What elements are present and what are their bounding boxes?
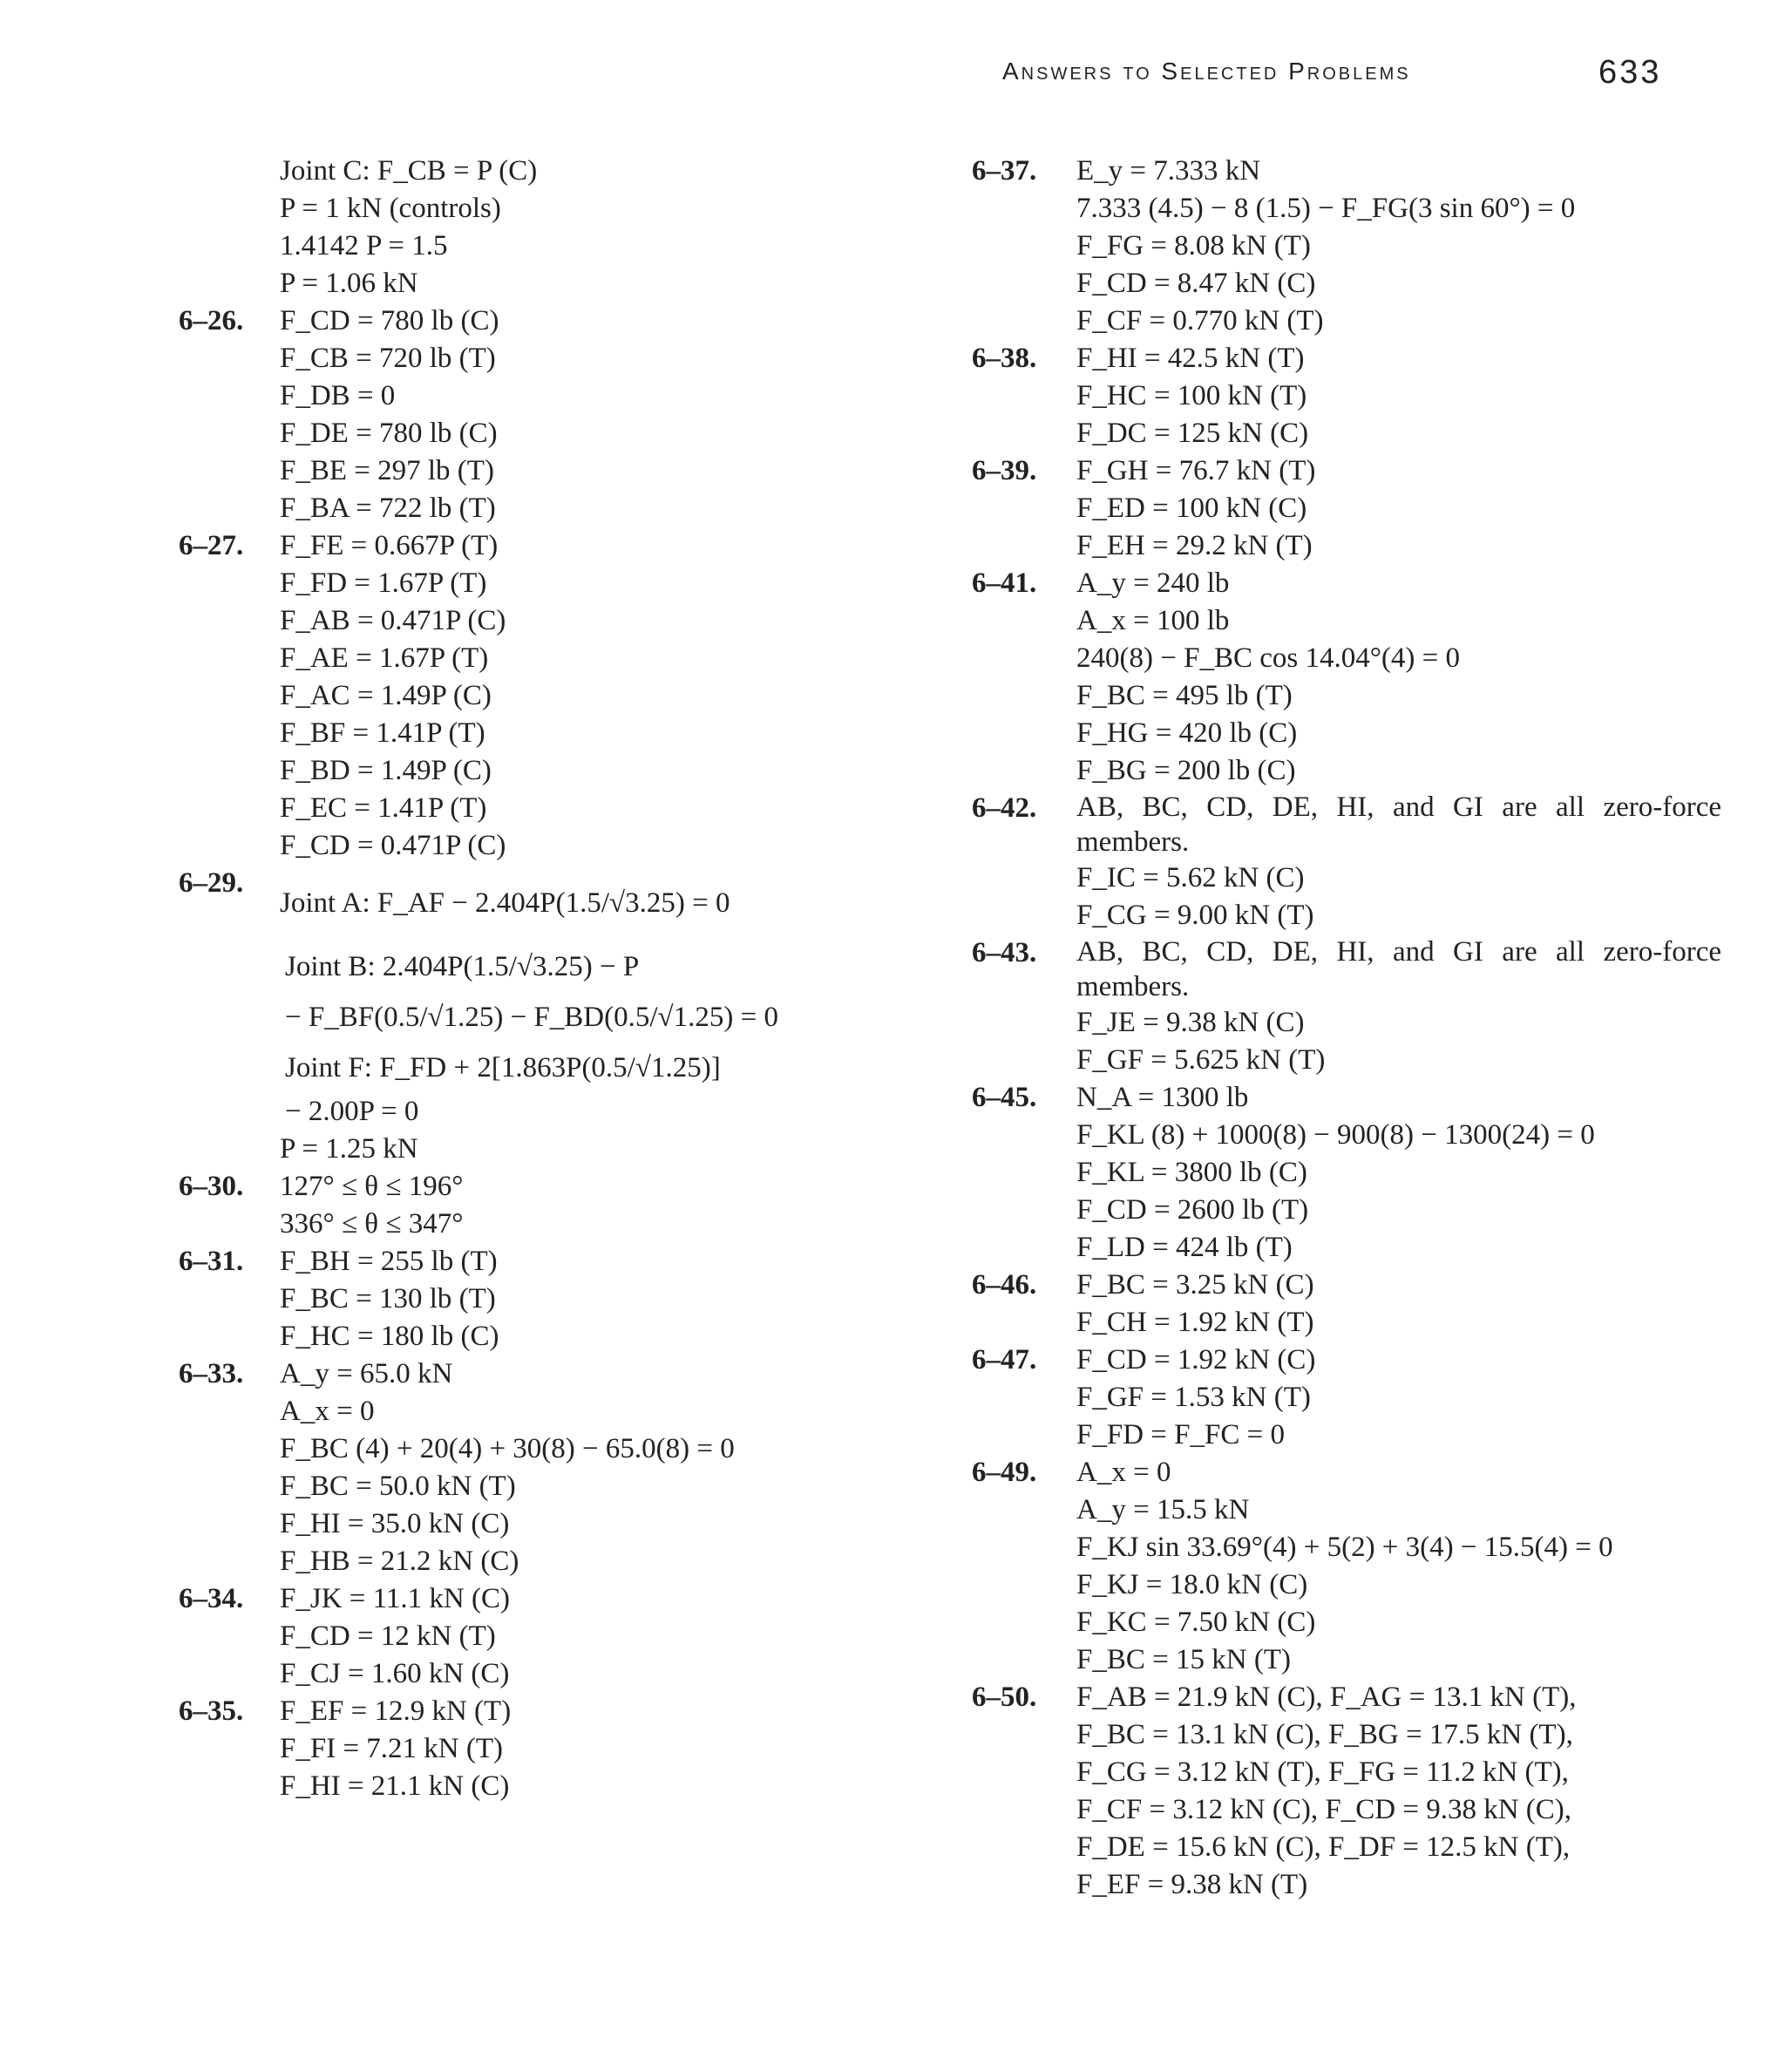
answer-line: F_HC = 100 kN (T) <box>1076 380 1307 411</box>
problem-number: 6–30. <box>179 1171 244 1202</box>
answer-line: F_JE = 9.38 kN (C) <box>1076 1007 1305 1038</box>
answer-line: F_HI = 35.0 kN (C) <box>280 1508 510 1539</box>
answer-line: F_HC = 180 lb (C) <box>280 1321 499 1352</box>
answer-line: A_y = 240 lb <box>1076 567 1230 599</box>
answer-entry <box>972 1679 1721 1904</box>
left-column <box>179 153 859 1805</box>
answer-line: N_A = 1300 lb <box>1076 1082 1249 1113</box>
answer-line: F_BH = 255 lb (T) <box>280 1246 498 1277</box>
answer-line: P = 1.25 kN <box>280 1133 418 1165</box>
answer-line: F_AB = 21.9 kN (C), F_AG = 13.1 kN (T), <box>1076 1681 1577 1713</box>
answer-entry <box>179 865 859 1168</box>
problem-number: 6–41. <box>972 567 1037 599</box>
answer-line: F_ED = 100 kN (C) <box>1076 493 1307 524</box>
answer-entry <box>179 1355 859 1580</box>
answer-line: 127° ≤ θ ≤ 196° <box>280 1171 464 1202</box>
answer-line: F_HI = 42.5 kN (T) <box>1076 343 1305 374</box>
answer-entry <box>179 153 859 302</box>
answer-entry <box>179 527 859 865</box>
answer-line: F_CJ = 1.60 kN (C) <box>280 1658 510 1689</box>
answer-line: 1.4142 P = 1.5 <box>280 230 448 262</box>
answer-line: AB, BC, CD, DE, HI, and GI are all zero-force members. <box>1076 936 1721 1002</box>
answer-line: 240(8) − F_BC cos 14.04°(4) = 0 <box>1076 642 1460 674</box>
answer-entry <box>179 1580 859 1693</box>
answer-line: P = 1 kN (controls) <box>280 193 501 224</box>
answer-line: F_CF = 0.770 kN (T) <box>1076 305 1324 336</box>
answer-entry <box>972 1454 1721 1679</box>
answer-entry <box>972 790 1721 934</box>
answer-line: F_CD = 1.92 kN (C) <box>1076 1344 1316 1376</box>
answer-line: A_y = 15.5 kN <box>1076 1494 1250 1525</box>
answer-line: − F_BF(0.5/√1.25) − F_BD(0.5/√1.25) = 0 <box>285 1002 779 1033</box>
answer-line: F_FD = 1.67P (T) <box>280 567 487 599</box>
answer-line: F_KC = 7.50 kN (C) <box>1076 1607 1316 1638</box>
answer-line: − 2.00P = 0 <box>285 1096 419 1127</box>
answer-line: A_x = 100 lb <box>1076 605 1230 636</box>
answer-line: F_BC (4) + 20(4) + 30(8) − 65.0(8) = 0 <box>280 1433 735 1464</box>
right-column <box>972 153 1721 1904</box>
answer-line: AB, BC, CD, DE, HI, and GI are all zero-force members. <box>1076 791 1721 858</box>
answer-line: F_CB = 720 lb (T) <box>280 343 496 374</box>
answer-line: Joint A: F_AF − 2.404P(1.5/√3.25) = 0 <box>280 887 730 919</box>
answer-line: E_y = 7.333 kN <box>1076 155 1261 187</box>
answer-line: A_x = 0 <box>280 1396 375 1427</box>
answer-line: F_BC = 50.0 kN (T) <box>280 1471 516 1502</box>
answer-line: F_DC = 125 kN (C) <box>1076 418 1309 449</box>
answer-line: F_BC = 130 lb (T) <box>280 1283 496 1315</box>
problem-number: 6–42. <box>972 792 1037 824</box>
answer-entry <box>179 1693 859 1805</box>
answer-line: F_FG = 8.08 kN (T) <box>1076 230 1311 262</box>
answer-line: F_KL = 3800 lb (C) <box>1076 1157 1307 1188</box>
problem-number: 6–26. <box>179 305 244 336</box>
answer-line: F_AC = 1.49P (C) <box>280 680 492 711</box>
answer-line: F_CF = 3.12 kN (C), F_CD = 9.38 kN (C), <box>1076 1794 1572 1825</box>
running-head: Answers to Selected Problems <box>1002 58 1411 85</box>
problem-number: 6–34. <box>179 1583 244 1614</box>
answer-entry <box>179 1243 859 1355</box>
answer-line: F_GF = 1.53 kN (T) <box>1076 1382 1311 1413</box>
problem-number: 6–50. <box>972 1681 1037 1713</box>
answer-line: F_KJ sin 33.69°(4) + 5(2) + 3(4) − 15.5(4) = 0 <box>1076 1532 1613 1563</box>
problem-number: 6–49. <box>972 1457 1037 1488</box>
answer-line: F_FE = 0.667P (T) <box>280 530 499 561</box>
answer-line: 336° ≤ θ ≤ 347° <box>280 1208 464 1240</box>
answer-line: F_CD = 0.471P (C) <box>280 830 506 861</box>
problem-number: 6–43. <box>972 937 1037 968</box>
answer-line: F_AE = 1.67P (T) <box>280 642 489 674</box>
problem-number: 6–29. <box>179 867 244 899</box>
answer-line: F_DE = 15.6 kN (C), F_DF = 12.5 kN (T), <box>1076 1831 1571 1863</box>
answer-line: F_KL (8) + 1000(8) − 900(8) − 1300(24) = 0 <box>1076 1119 1595 1151</box>
answer-line: F_CD = 12 kN (T) <box>280 1620 496 1652</box>
answer-line: F_KJ = 18.0 kN (C) <box>1076 1569 1308 1600</box>
answer-line: F_CD = 8.47 kN (C) <box>1076 268 1316 299</box>
answer-line: F_LD = 424 lb (T) <box>1076 1232 1293 1263</box>
answer-line: F_BC = 13.1 kN (C), F_BG = 17.5 kN (T), <box>1076 1719 1573 1750</box>
answer-line: F_BG = 200 lb (C) <box>1076 755 1296 786</box>
answer-entry <box>179 1168 859 1243</box>
answer-line: F_GH = 76.7 kN (T) <box>1076 455 1316 486</box>
answer-line: F_JK = 11.1 kN (C) <box>280 1583 510 1614</box>
answer-entry <box>972 1079 1721 1267</box>
answer-line: A_y = 65.0 kN <box>280 1358 453 1389</box>
page-number: 633 <box>1598 54 1662 91</box>
answer-line: F_CD = 2600 lb (T) <box>1076 1194 1309 1226</box>
problem-number: 6–46. <box>972 1269 1037 1301</box>
problem-number: 6–31. <box>179 1246 244 1277</box>
answer-entry <box>972 934 1721 1079</box>
answer-line: F_BA = 722 lb (T) <box>280 493 496 524</box>
answer-line: F_CG = 3.12 kN (T), F_FG = 11.2 kN (T), <box>1076 1756 1569 1788</box>
answer-line: F_HB = 21.2 kN (C) <box>280 1546 519 1577</box>
answer-line: F_BF = 1.41P (T) <box>280 717 485 749</box>
answer-line: F_EH = 29.2 kN (T) <box>1076 530 1313 561</box>
answer-line: F_BE = 297 lb (T) <box>280 455 494 486</box>
answer-line: 7.333 (4.5) − 8 (1.5) − F_FG(3 sin 60°) = 0 <box>1076 193 1576 224</box>
answer-entry <box>972 340 1721 452</box>
answer-line: A_x = 0 <box>1076 1457 1171 1488</box>
answer-line: F_FD = F_FC = 0 <box>1076 1419 1285 1450</box>
answer-line: F_GF = 5.625 kN (T) <box>1076 1044 1326 1076</box>
answer-line: F_BD = 1.49P (C) <box>280 755 492 786</box>
answer-entry <box>179 302 859 527</box>
answer-line: F_DB = 0 <box>280 380 396 411</box>
answer-line: F_BC = 3.25 kN (C) <box>1076 1269 1314 1301</box>
answer-line: F_CD = 780 lb (C) <box>280 305 499 336</box>
problem-number: 6–27. <box>179 530 244 561</box>
answer-line: P = 1.06 kN <box>280 268 418 299</box>
problem-number: 6–33. <box>179 1358 244 1389</box>
answer-entry <box>972 565 1721 790</box>
answer-line: F_EC = 1.41P (T) <box>280 792 487 824</box>
answer-line: F_CH = 1.92 kN (T) <box>1076 1307 1314 1338</box>
answer-line: F_CG = 9.00 kN (T) <box>1076 900 1314 931</box>
answer-line: Joint F: F_FD + 2[1.863P(0.5/√1.25)] <box>285 1052 721 1084</box>
answer-line: Joint C: F_CB = P (C) <box>280 155 538 187</box>
problem-number: 6–39. <box>972 455 1037 486</box>
answer-entry <box>972 452 1721 565</box>
answer-line: F_AB = 0.471P (C) <box>280 605 506 636</box>
answer-line: F_BC = 15 kN (T) <box>1076 1644 1291 1675</box>
answer-entry <box>972 153 1721 340</box>
answer-line: F_HG = 420 lb (C) <box>1076 717 1298 749</box>
answer-line: Joint B: 2.404P(1.5/√3.25) − P <box>285 951 640 982</box>
answer-line: F_IC = 5.62 kN (C) <box>1076 862 1305 893</box>
answer-line: F_FI = 7.21 kN (T) <box>280 1733 504 1764</box>
problem-number: 6–47. <box>972 1344 1037 1376</box>
problem-number: 6–38. <box>972 343 1037 374</box>
problem-number: 6–37. <box>972 155 1037 187</box>
answer-entry <box>972 1267 1721 1342</box>
answer-entry <box>972 1342 1721 1454</box>
answer-line: F_HI = 21.1 kN (C) <box>280 1770 510 1802</box>
answer-line: F_DE = 780 lb (C) <box>280 418 498 449</box>
answer-line: F_BC = 495 lb (T) <box>1076 680 1293 711</box>
problem-number: 6–35. <box>179 1695 244 1727</box>
answer-line: F_EF = 12.9 kN (T) <box>280 1695 512 1727</box>
problem-number: 6–45. <box>972 1082 1037 1113</box>
answer-line: F_EF = 9.38 kN (T) <box>1076 1869 1308 1900</box>
